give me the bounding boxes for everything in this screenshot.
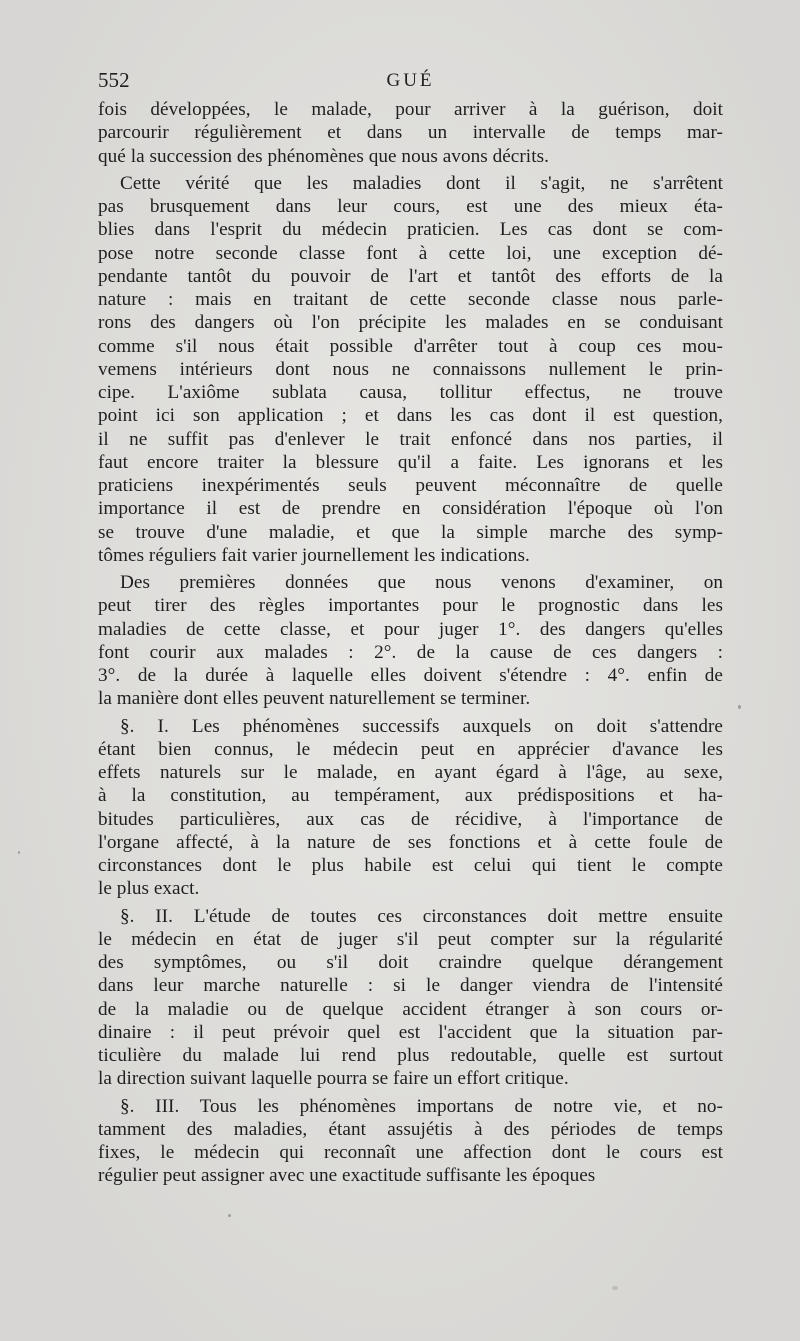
- text-line: le médecin en état de juger s'il peut compter sur la régularité: [98, 928, 723, 950]
- text-line: tamment des maladies, étant assujétis à des périodes de temps: [98, 1118, 723, 1140]
- paragraph: [98, 172, 723, 567]
- text-line: le plus exact.: [98, 878, 200, 900]
- paper-speck: [738, 705, 741, 709]
- paragraph: [98, 1095, 723, 1188]
- text-block: [98, 64, 723, 1188]
- text-line: §. I. Les phénomènes successifs auxquels on doit s'attendre: [120, 715, 723, 737]
- text-line: comme s'il nous était possible d'arrêter tout à coup ces mou-: [98, 335, 723, 357]
- text-line: importance il est de prendre en considération l'époque où l'on: [98, 498, 723, 520]
- text-line: se trouve d'une maladie, et que la simple marche des symp-: [98, 521, 723, 543]
- text-line: étant bien connus, le médecin peut en apprécier d'avance les: [98, 738, 723, 760]
- text-line: nature : mais en traitant de cette seconde classe nous parle-: [98, 289, 723, 310]
- text-line: la direction suivant laquelle pourra se faire un effort critique.: [98, 1068, 569, 1090]
- paragraph: [98, 905, 723, 1091]
- text-line: à la constitution, au tempérament, aux prédispositions et ha-: [98, 785, 723, 807]
- text-line: fixes, le médecin qui reconnaît une affection dont le cours est: [98, 1142, 723, 1163]
- text-line: ticulière du malade lui rend plus redoutable, quelle est surtout: [98, 1045, 723, 1066]
- text-line: bitudes particulières, aux cas de récidive, à l'importance de: [98, 808, 723, 830]
- paper-speck: [18, 851, 20, 854]
- text-line: pose notre seconde classe font à cette loi, une exception dé-: [98, 242, 723, 264]
- text-line: font courir aux malades : 2°. de la cause de ces dangers :: [98, 641, 723, 663]
- text-line: maladies de cette classe, et pour juger 1°. des dangers qu'elles: [98, 618, 723, 640]
- text-line: pas brusquement dans leur cours, est une des mieux éta-: [98, 196, 723, 217]
- text-line: il ne suffit pas d'enlever le trait enfoncé dans nos parties, il: [98, 428, 723, 450]
- text-line: peut tirer des règles importantes pour le prognostic dans les: [98, 595, 723, 617]
- text-line: de la maladie ou de quelque accident étranger à son cours or-: [98, 998, 723, 1020]
- text-line: §. III. Tous les phénomènes importans de notre vie, et no-: [120, 1095, 723, 1117]
- text-line: régulier peut assigner avec une exactitude suffisante les époques: [98, 1165, 596, 1187]
- text-line: circonstances dont le plus habile est celui qui tient le compte: [98, 855, 723, 876]
- paragraph: [98, 715, 723, 901]
- paper-speck: [612, 1286, 618, 1290]
- text-line: pendante tantôt du pouvoir de l'art et tantôt des efforts de la: [98, 265, 723, 287]
- text-line: faut encore traiter la blessure qu'il a faite. Les ignorans et les: [98, 451, 723, 473]
- text-line: vemens intérieurs dont nous ne connaissons nullement le prin-: [98, 358, 723, 380]
- text-line: praticiens inexpérimentés seuls peuvent méconnaître de quelle: [98, 475, 723, 496]
- text-line: Des premières données que nous venons d'examiner, on: [120, 572, 723, 593]
- paragraph: [98, 98, 723, 168]
- text-line: la manière dont elles peuvent naturellement se terminer.: [98, 688, 531, 710]
- body-text: [98, 98, 723, 1188]
- text-line: §. II. L'étude de toutes ces circonstances doit mettre ensuite: [120, 905, 723, 927]
- text-line: blies dans l'esprit du médecin praticien. Les cas dont se com-: [98, 219, 723, 241]
- text-line: parcourir régulièrement et dans un intervalle de temps mar-: [98, 122, 723, 144]
- text-line: fois développées, le malade, pour arriver à la guérison, doit: [98, 99, 723, 120]
- text-line: des symptômes, ou s'il doit craindre quelque dérangement: [98, 952, 723, 973]
- text-line: dinaire : il peut prévoir quel est l'accident que la situation par-: [98, 1021, 723, 1043]
- page-number: 552: [98, 68, 130, 92]
- text-line: l'organe affecté, à la nature de ses fonctions et à cette foule de: [98, 831, 723, 853]
- text-line: effets naturels sur le malade, en ayant égard à l'âge, au sexe,: [98, 762, 723, 783]
- text-line: tômes réguliers fait varier journellement les indications.: [98, 544, 530, 566]
- text-line: qué la succession des phénomènes que nous avons décrits.: [98, 145, 549, 167]
- text-line: cipe. L'axiôme sublata causa, tollitur effectus, ne trouve: [98, 382, 723, 403]
- text-line: 3°. de la durée à laquelle elles doivent s'étendre : 4°. enfin de: [98, 665, 723, 686]
- page-header: [98, 64, 723, 94]
- running-head: GUÉ: [386, 70, 435, 91]
- paper-speck: [228, 1214, 231, 1217]
- text-line: rons des dangers où l'on précipite les malades en se conduisant: [98, 312, 723, 334]
- text-line: point ici son application ; et dans les cas dont il est question,: [98, 405, 723, 427]
- text-line: dans leur marche naturelle : si le danger viendra de l'intensité: [98, 975, 723, 997]
- paragraph: [98, 571, 723, 711]
- text-line: Cette vérité que les maladies dont il s'agit, ne s'arrêtent: [120, 172, 723, 194]
